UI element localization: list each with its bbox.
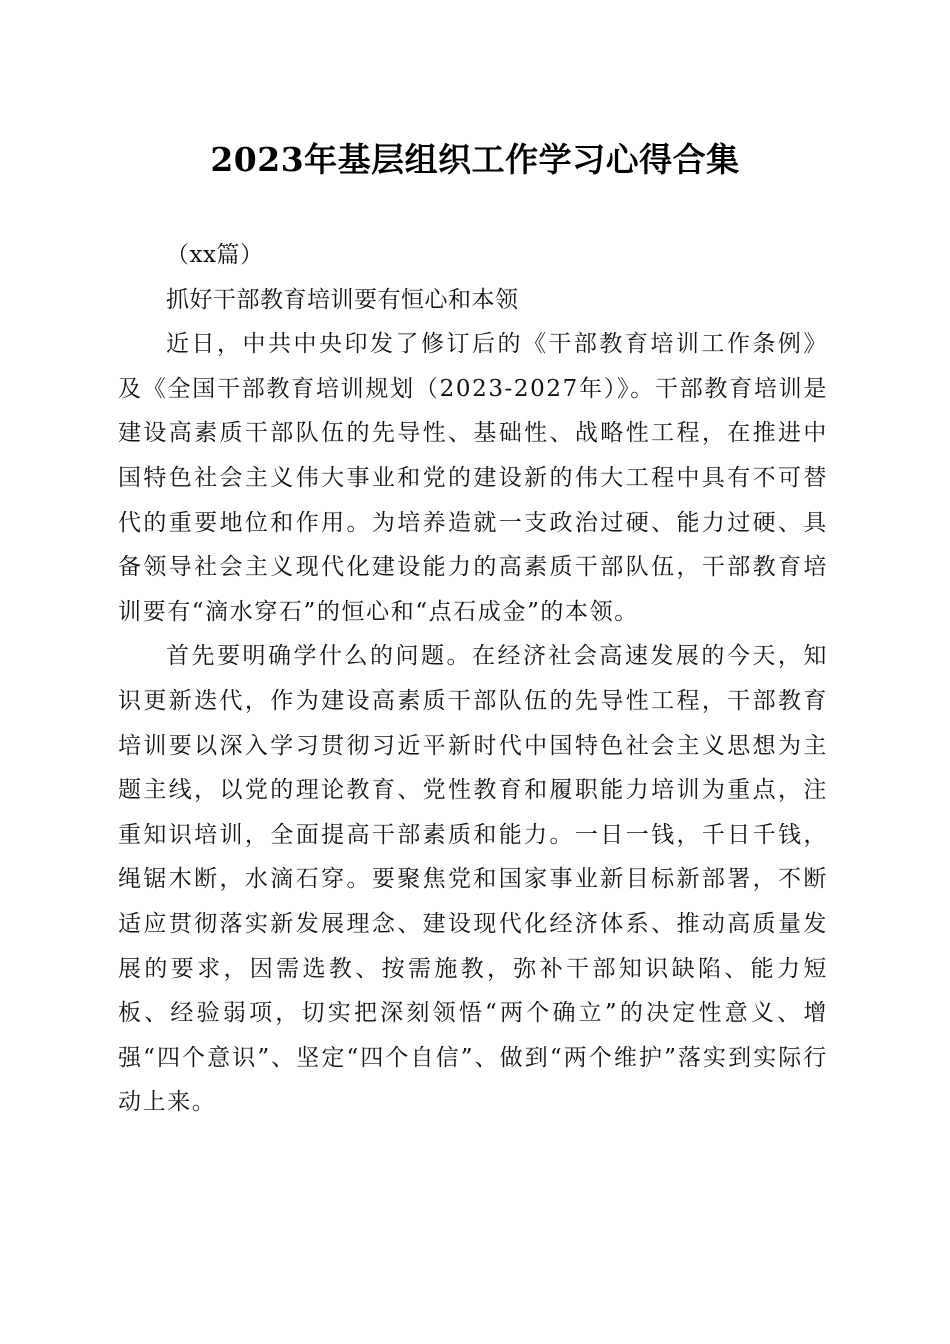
body-paragraph-2: 首先要明确学什么的问题。在经济社会高速发展的今天，知识更新迭代，作为建设高素质干部队伍的先导性工程，干部教育培训要以深入学习贯彻习近平新时代中国特色社会主义思想为主题主线，以党的理论教育、党性教育和履职能力培训为重点，注重知识培训，全面提高干部素质和能力。一日一钱，千日千钱，绳锯木断，水滴石穿。要聚焦党和国家事业新目标新部署，不断适应贯彻落实新发展理念、建设现代化经济体系、推动高质量发展的要求，因需选教、按需施教，弥补干部知识缺陷、能力短板、经验弱项，切实把深刻领悟“两个确立”的决定性意义、增强“四个意识”、坚定“四个自信”、做到“两个维护”落实到实际行动上来。	[118, 643, 828, 1116]
article-title: 抓好干部教育培训要有恒心和本领	[166, 286, 519, 313]
section-label: （xx篇）	[166, 242, 264, 268]
document-title: 2023年基层组织工作学习心得合集	[210, 140, 740, 179]
body-paragraph-1: 近日，中共中央印发了修订后的《干部教育培训工作条例》及《全国干部教育培训规划（2023-2027年）》。干部教育培训是建设高素质干部队伍的先导性、基础性、战略性工程，在推进中国特色社会主义伟大事业和党的建设新的伟大工程中具有不可替代的重要地位和作用。为培养造就一支政治过硬、能力过硬、具备领导社会主义现代化建设能力的高素质干部队伍，干部教育培训要有“滴水穿石”的恒心和“点石成金”的本领。	[118, 331, 828, 625]
document-body	[118, 233, 828, 1125]
